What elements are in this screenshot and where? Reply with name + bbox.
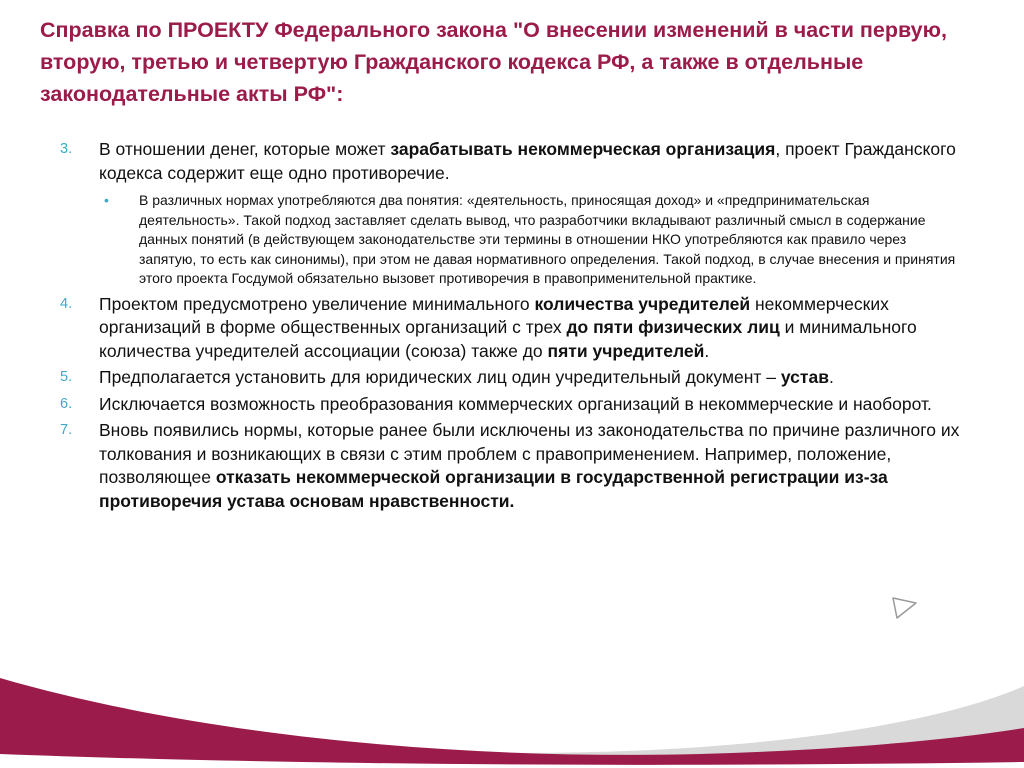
item-bold-text: до пяти физических лиц [566, 317, 780, 337]
list-item-3 [60, 138, 960, 289]
page-curl-icon [892, 597, 918, 619]
list-number: 7. [60, 422, 73, 438]
list-number: 4. [60, 295, 73, 312]
list-number: 5. [60, 369, 73, 385]
item-bold-text: пяти учредителей [547, 340, 705, 361]
sub-list [99, 191, 960, 289]
list-item-5 [60, 366, 960, 390]
item-text: Вновь появились нормы, которые ранее были исключены из законодательства по причине различного их толкования и возникающих в связи с этим проблем с правоприменением. Например, положение, позволяющее [99, 420, 960, 487]
item-text: Проектом предусмотрено увеличение минимального [99, 293, 535, 314]
list-item-4 [60, 293, 960, 364]
sub-item-text: В различных нормах употребляются два понятия: «деятельность, приносящая доход» и «предпринимательская деятельность». Такой подход заставляет сделать вывод, что разработчики вкладывают различный смысл в содержание данных понятий (в действующем законодательстве эти термины в отношении НКО употребляются как правило через запятую, то есть как синонимы), при этом не давая нормативного определения. Такой подход, в случае внесения и принятия этого проекта Госдумой обязательно вызовет противоречия в правоприменительной практике. [139, 192, 956, 286]
list-item-6 [60, 393, 960, 417]
item-text: Предполагается установить для юридических лиц один учредительный документ – [99, 367, 781, 387]
item-text: В отношении денег, которые может [99, 139, 391, 159]
bullet-icon: • [104, 192, 109, 208]
item-bold-text: устав [780, 367, 829, 387]
item-text: некоммерческих организаций в форме общественных организаций с трех [99, 293, 889, 337]
item-bold-text: количества учредителей [534, 293, 751, 314]
item-bold-text: отказать некоммерческой организации в государственной регистрации из-за противоречия устава основам нравственности. [99, 467, 888, 511]
item-text: и минимального количества учредителей ассоциации (союза) также до [99, 317, 917, 361]
decorative-wave [0, 658, 1024, 768]
slide-title: Справка по ПРОЕКТУ Федерального закона "О внесении изменений в части первую, вторую, третью и четвертую Гражданского кодекса РФ, а также в отдельные законодательные акты РФ": [40, 18, 947, 106]
list-number: 6. [60, 395, 73, 412]
item-text: . [828, 367, 834, 387]
item-text: . [704, 340, 710, 361]
numbered-list [60, 138, 960, 516]
list-item-7 [60, 419, 960, 513]
item-text: Исключается возможность преобразования коммерческих организаций в некоммерческие и наоборот. [99, 393, 932, 414]
list-number: 3. [60, 141, 73, 157]
item-text: , проект Гражданского кодекса содержит еще одно противоречие. [99, 139, 956, 183]
sub-list-item [99, 191, 960, 289]
item-bold-text: зарабатывать некоммерческая организация [390, 139, 776, 159]
